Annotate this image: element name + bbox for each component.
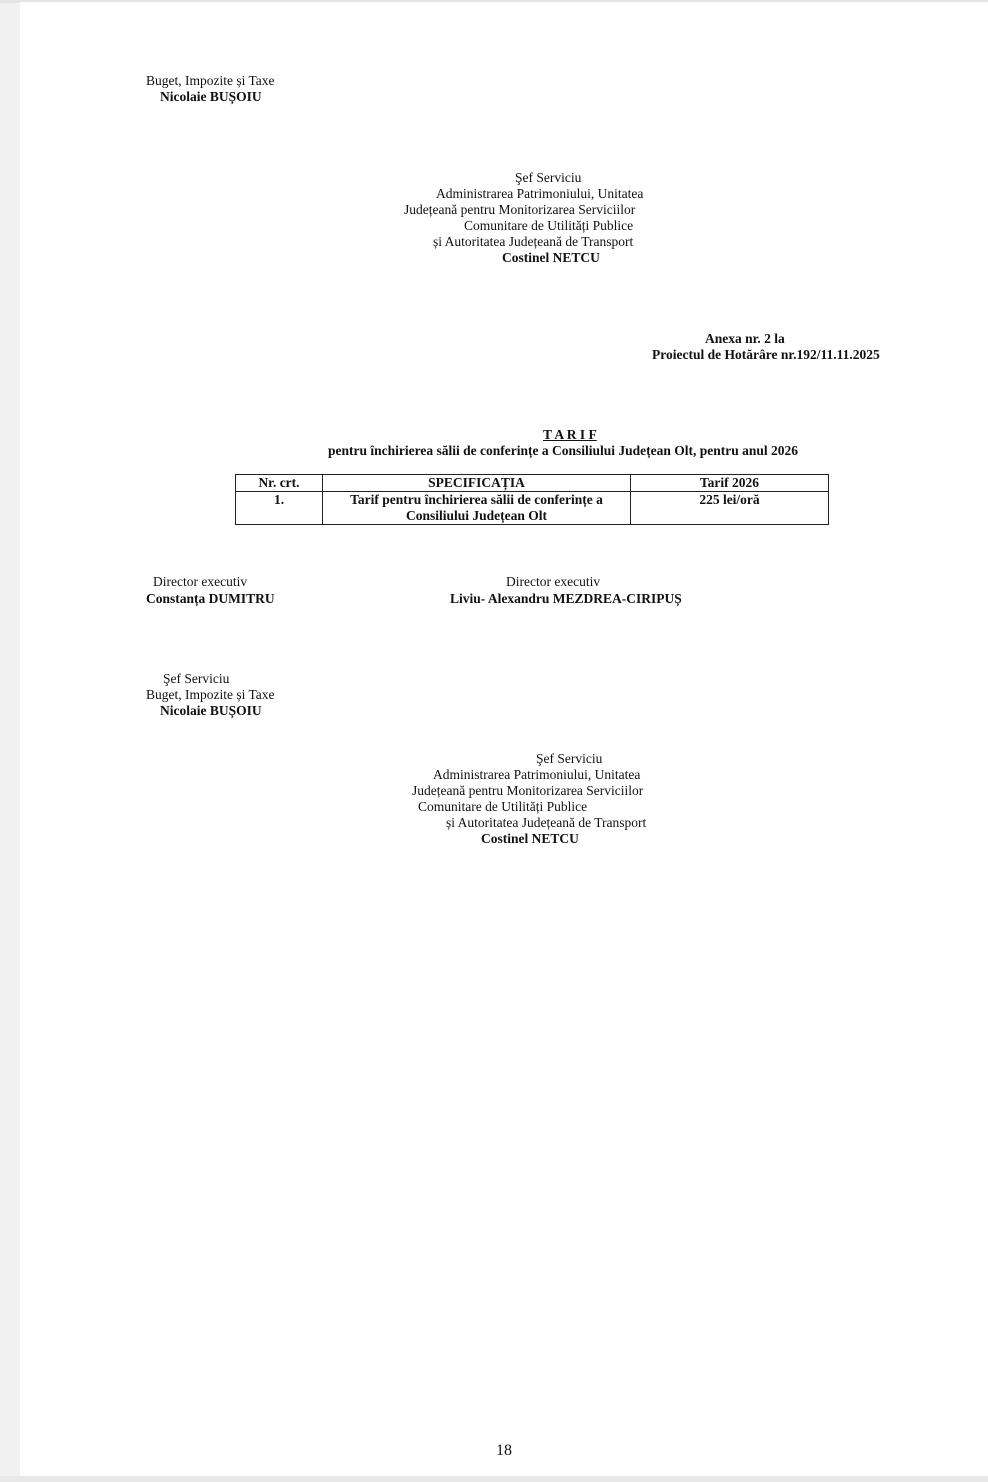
netcu-dept-line-3-top: Comunitare de Utilități Publice [464, 218, 634, 233]
netcu-name-bottom: Costinel NETCU [481, 831, 579, 846]
annex-line-1: Anexa nr. 2 la [705, 331, 785, 346]
tariff-heading: T A R I F [543, 427, 597, 442]
director-right-title: Director executiv [506, 574, 601, 589]
page-bottom-edge [0, 1476, 988, 1482]
netcu-dept-line-2-top: Județeană pentru Monitorizarea Serviciilor [404, 202, 636, 217]
annex-line-2: Proiectul de Hotărâre nr.192/11.11.2025 [652, 347, 880, 362]
page-number: 18 [496, 1442, 512, 1459]
busoiu-dept-bottom: Buget, Impozite și Taxe [146, 687, 275, 702]
netcu-dept-line-1-top: Administrarea Patrimoniului, Unitatea [436, 186, 644, 201]
tariff-table [235, 474, 829, 525]
netcu-title-bottom: Şef Serviciu [536, 751, 603, 766]
cell-specificatia [323, 492, 631, 525]
cell-spec-line-1: Tarif pentru închirierea sălii de conferințe a [350, 492, 603, 507]
cell-nr: 1. [236, 492, 323, 525]
busoiu-name-top: Nicolaie BUȘOIU [160, 89, 262, 104]
header-specificatia: SPECIFICAȚIA [323, 475, 631, 492]
netcu-dept-line-3-bottom: Comunitare de Utilități Publice [418, 799, 588, 814]
busoiu-title-bottom: Şef Serviciu [163, 671, 230, 686]
tariff-subheading: pentru închirierea sălii de conferințe a Consiliului Județean Olt, pentru anul 2026 [328, 443, 799, 458]
busoiu-dept-top: Buget, Impozite și Taxe [146, 73, 275, 88]
netcu-title-top: Şef Serviciu [515, 170, 582, 185]
header-tarif-2026: Tarif 2026 [631, 475, 829, 492]
header-nr-crt: Nr. crt. [236, 475, 323, 492]
cell-tarif: 225 lei/oră [631, 492, 829, 525]
netcu-dept-line-4-bottom: și Autoritatea Județeană de Transport [446, 815, 647, 830]
table-header-row [236, 475, 829, 492]
netcu-dept-line-1-bottom: Administrarea Patrimoniului, Unitatea [433, 767, 641, 782]
cell-spec-line-2: Consiliului Județean Olt [405, 508, 548, 523]
netcu-dept-line-4-top: și Autoritatea Județeană de Transport [433, 234, 634, 249]
director-left-name: Constanța DUMITRU [146, 591, 275, 606]
busoiu-name-bottom: Nicolaie BUȘOIU [160, 703, 262, 718]
director-right-name: Liviu- Alexandru MEZDREA-CIRIPUȘ [450, 591, 682, 606]
document-page [20, 2, 988, 1476]
director-left-title: Director executiv [153, 574, 248, 589]
netcu-dept-line-2-bottom: Județeană pentru Monitorizarea Serviciilor [412, 783, 644, 798]
netcu-name-top: Costinel NETCU [502, 250, 600, 265]
table-row [236, 492, 829, 525]
